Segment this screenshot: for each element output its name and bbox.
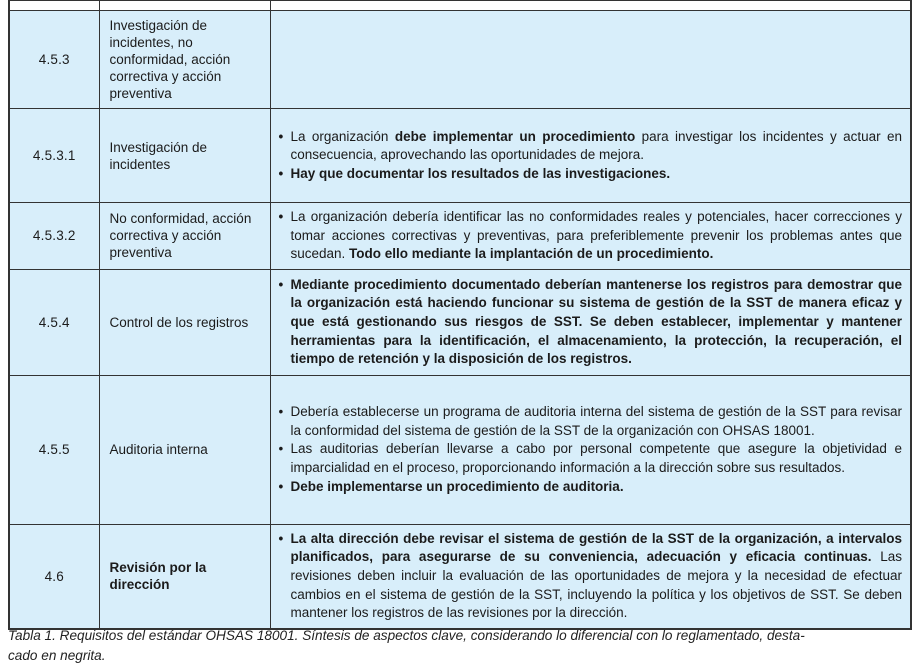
table-row [9, 11, 911, 109]
caption-line-2: cado en negrita. [8, 648, 106, 663]
table-row [9, 524, 911, 628]
section-title-cell: Revisión por la dirección [99, 524, 270, 628]
bullet-icon: • [278, 165, 284, 181]
bullet-item [279, 440, 903, 477]
bullet-item [279, 403, 903, 440]
bullet-icon: • [278, 478, 284, 494]
section-number-cell: 4.5.5 [9, 375, 99, 524]
text-segment: La organización [290, 128, 395, 144]
section-description-cell [270, 524, 911, 628]
table-row [9, 203, 911, 270]
bullet-item [279, 165, 903, 184]
ohsas-requirements-table [8, 0, 912, 630]
section-title-cell: No conformidad, acción correctiva y acción preventiva [99, 203, 270, 270]
section-description-cell [270, 11, 911, 109]
bullet-item [279, 530, 903, 623]
section-title-cell: Control de los registros [99, 269, 270, 375]
section-title-cell: Investigación de incidentes [99, 109, 270, 203]
clipped-top-row [9, 1, 911, 11]
section-description-cell [270, 203, 911, 270]
section-number-cell: 4.5.3.1 [9, 109, 99, 203]
text-segment: La organización debería identificar las no conformidades reales y potenciales, hacer correcciones y tomar acciones correctivas y preventivas, para preferiblemente prevenir los problemas antes que sucedan. [290, 209, 902, 262]
clipped-row-cell [270, 1, 911, 11]
bold-text-segment: Hay que documentar los resultados de las investigaciones. [290, 165, 671, 181]
text-segment: para investigar los incidentes y actuar en consecuencia, aprovechando las oportunidades de mejora. [290, 128, 903, 163]
text-segment: Debería establecerse un programa de auditoria interna del sistema de gestión de la SST para revisar la conformidad del sistema de gestión de la SST de la organización con OHSAS 18001. [290, 404, 902, 438]
table-caption [8, 626, 914, 666]
section-description-cell [270, 375, 911, 524]
section-number-cell: 4.5.3 [9, 11, 99, 109]
caption-line-1: Tabla 1. Requisitos del estándar OHSAS 18001. Síntesis de aspectos clave, considerando lo diferencial con lo reglamentado, desta- [8, 628, 805, 643]
bullet-item [279, 208, 903, 264]
bullet-item [279, 478, 903, 497]
section-title-cell: Investigación de incidentes, no conformidad, acción correctiva y acción preventiva [99, 11, 270, 109]
section-number-cell: 4.5.4 [9, 269, 99, 375]
bullet-icon: • [278, 276, 284, 292]
table-row [9, 269, 911, 375]
bullet-item [279, 128, 903, 165]
clipped-row-cell [99, 1, 270, 11]
bullet-item [279, 276, 903, 369]
bullet-icon: • [278, 209, 284, 224]
bullet-icon: • [278, 404, 284, 420]
bullet-icon: • [278, 441, 284, 457]
section-number-cell: 4.6 [9, 524, 99, 628]
text-segment: Las auditorias deberían llevarse a cabo por personal competente que asegure la objetividad e imparcialidad en el proceso, proporcionando información a la dirección sobre sus resultados. [290, 441, 902, 476]
clipped-row-cell [9, 1, 99, 11]
table-row [9, 375, 911, 524]
bullet-icon: • [278, 128, 284, 144]
bold-text-segment: Debe implementarse un procedimiento de auditoria. [290, 478, 624, 494]
bold-text-segment: La alta dirección debe revisar el sistema de gestión de la SST de la organización, a intervalos planificados, para asegurarse de su conveniencia, adecuación y eficacia continuas. [290, 530, 902, 565]
bullet-icon: • [278, 530, 284, 546]
bold-text-segment: Todo ello mediante la implantación de un procedimiento. [349, 246, 714, 262]
bold-text-segment: debe implementar un procedimiento [394, 128, 636, 144]
section-number-cell: 4.5.3.2 [9, 203, 99, 270]
table-row [9, 109, 911, 203]
text-segment: Las revisiones deben incluir la evaluación de las oportunidades de mejora y la necesidad de efectuar cambios en el sistema de gestión de la SST, incluyendo la política y los objetivos de SST. Se deben mantener los registros de las revisiones por la dirección. [290, 549, 902, 621]
section-title-cell: Auditoria interna [99, 375, 270, 524]
bold-text-segment: Mediante procedimiento documentado deberían mantenerse los registros para demostrar que la organización está haciendo funcionar su sistema de gestión de la SST de manera eficaz y que está gestionando sus riesgos de SST. Se deben establecer, implementar y mantener herramientas para la identificación, el almacenamiento, la protección, la recuperación, el tiempo de retención y la disposición de los registros. [290, 276, 902, 367]
table-body [9, 1, 911, 629]
section-description-cell [270, 109, 911, 203]
section-description-cell [270, 269, 911, 375]
